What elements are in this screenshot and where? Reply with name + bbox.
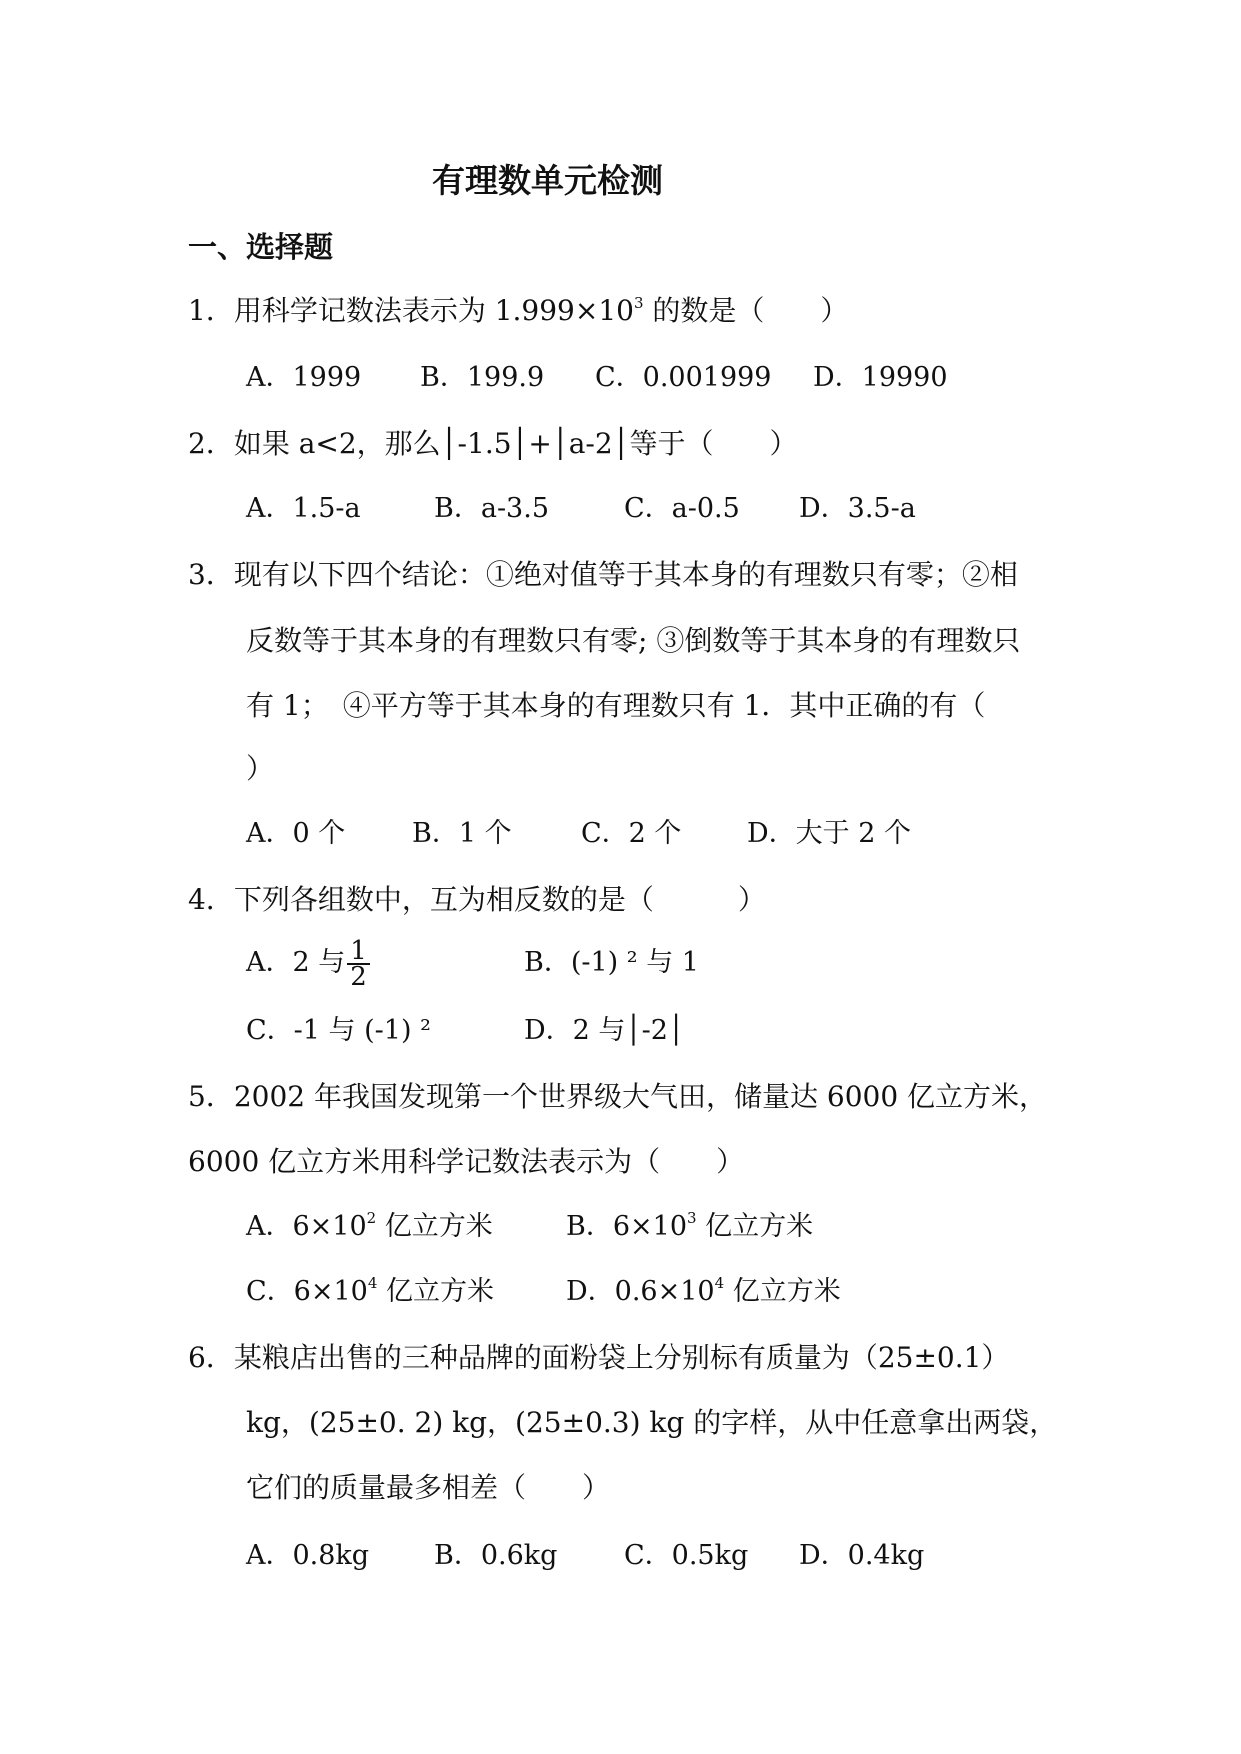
exponent: 4 bbox=[367, 1274, 378, 1292]
question-1-option-a: A．1999 bbox=[246, 362, 362, 393]
option-text: C．6×10 bbox=[246, 1276, 368, 1307]
option-text: A．6×10 bbox=[246, 1211, 367, 1242]
question-6-option-b: B．0.6kg bbox=[434, 1540, 558, 1571]
question-1-option-d: D．19990 bbox=[813, 362, 948, 393]
question-3-option-c: C．2 个 bbox=[581, 818, 682, 849]
question-5-option-d bbox=[566, 1275, 841, 1309]
question-2-option-d: D．3.5-a bbox=[799, 493, 916, 524]
question-6-option-c: C．0.5kg bbox=[624, 1540, 749, 1571]
page-title: 有理数单元检测 bbox=[432, 161, 663, 200]
option-unit: 亿立方米 bbox=[724, 1276, 841, 1307]
question-5-line-1: 5．2002 年我国发现第一个世界级大气田，储量达 6000 亿立方米， bbox=[188, 1080, 1048, 1113]
exponent: 4 bbox=[714, 1274, 725, 1292]
exponent: 3 bbox=[687, 1209, 697, 1227]
option-a-label: A．2 与 bbox=[246, 947, 346, 978]
exponent: 2 bbox=[366, 1209, 377, 1227]
question-3-option-a: A．0 个 bbox=[246, 818, 346, 849]
option-text: B．6×10 bbox=[566, 1211, 687, 1242]
option-text: D．0.6×10 bbox=[566, 1276, 715, 1307]
question-3-line-1: 3．现有以下四个结论：①绝对值等于其本身的有理数只有零；②相 bbox=[188, 558, 1018, 591]
question-1-stem bbox=[188, 294, 848, 328]
question-4-option-b: B．(-1) ² 与 1 bbox=[524, 947, 699, 978]
question-2-option-a: A．1.5-a bbox=[246, 493, 361, 524]
question-4-option-a bbox=[246, 935, 370, 992]
question-3-line-3: 有 1； ④平方等于其本身的有理数只有 1．其中正确的有（ bbox=[246, 689, 986, 722]
option-unit: 亿立方米 bbox=[696, 1211, 814, 1242]
fraction-numerator: 1 bbox=[347, 939, 370, 965]
question-2-stem: 2．如果 a<2，那么│-1.5│+│a-2│等于（ ） bbox=[188, 427, 798, 460]
fraction bbox=[347, 935, 370, 992]
question-4-stem: 4．下列各组数中，互为相反数的是（ ） bbox=[188, 883, 766, 916]
question-6-line-3: 它们的质量最多相差（ ） bbox=[246, 1471, 611, 1504]
question-5-option-a bbox=[246, 1210, 493, 1244]
question-6-option-d: D．0.4kg bbox=[799, 1540, 925, 1571]
question-2-option-b: B．a-3.5 bbox=[434, 493, 550, 524]
question-6-option-a: A．0.8kg bbox=[246, 1540, 370, 1571]
section-heading: 一、选择题 bbox=[188, 230, 334, 264]
question-1-text-end: 的数是（ ） bbox=[643, 294, 849, 327]
question-1-option-b: B．199.9 bbox=[420, 362, 545, 393]
question-3-option-d: D．大于 2 个 bbox=[747, 818, 911, 849]
question-3-line-4: ） bbox=[246, 752, 275, 785]
question-3-line-2: 反数等于其本身的有理数只有零; ③倒数等于其本身的有理数只 bbox=[246, 624, 1021, 657]
question-6-line-1: 6．某粮店出售的三种品牌的面粉袋上分别标有质量为（25±0.1） bbox=[188, 1341, 1010, 1374]
question-2-option-c: C．a-0.5 bbox=[624, 493, 740, 524]
option-unit: 亿立方米 bbox=[376, 1211, 493, 1242]
exponent: 3 bbox=[633, 294, 644, 312]
fraction-denominator: 2 bbox=[350, 961, 367, 992]
question-4-option-d: D．2 与│-2│ bbox=[524, 1015, 685, 1046]
option-unit: 亿立方米 bbox=[377, 1276, 494, 1307]
question-4-option-c: C．-1 与 (-1) ² bbox=[246, 1015, 431, 1046]
question-1-option-c: C．0.001999 bbox=[595, 362, 772, 393]
question-3-option-b: B．1 个 bbox=[412, 818, 512, 849]
question-5-option-b bbox=[566, 1210, 813, 1244]
question-5-option-c bbox=[246, 1275, 494, 1309]
question-1-text: 1．用科学记数法表示为 1.999×10 bbox=[188, 294, 634, 327]
question-5-line-2: 6000 亿立方米用科学记数法表示为（ ） bbox=[188, 1145, 745, 1178]
question-6-line-2: kg，(25±0. 2) kg，(25±0.3) kg 的字样，从中任意拿出两袋， bbox=[246, 1406, 1058, 1439]
